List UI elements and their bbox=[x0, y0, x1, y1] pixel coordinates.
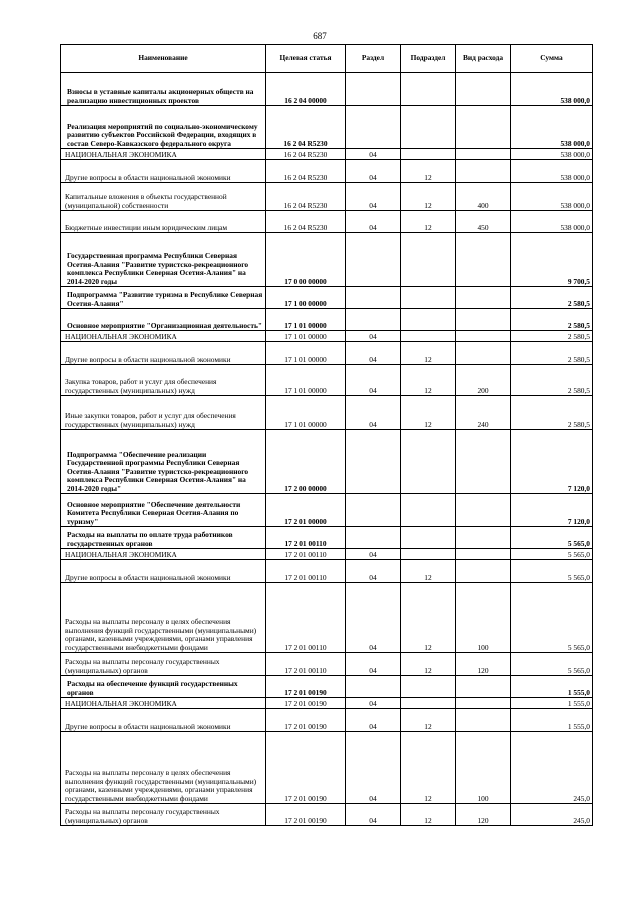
header-subsection: Подраздел bbox=[401, 45, 456, 73]
cell-name: Подпрограмма "Обеспечение реализации Государственной программы Республики Северная Осетия-Алания "Развитие туристско-рекреационного комплекса Республики Северная Осетия-Алания" на 2014-2020 годы" bbox=[61, 430, 266, 494]
table-row bbox=[61, 583, 593, 653]
cell-section: 04 bbox=[346, 342, 401, 365]
cell-section: 04 bbox=[346, 331, 401, 342]
table-row bbox=[61, 342, 593, 365]
cell-target: 17 2 01 00190 bbox=[266, 698, 346, 709]
cell-subsection: 12 bbox=[401, 583, 456, 653]
cell-target: 17 2 01 00190 bbox=[266, 709, 346, 732]
cell-name: Другие вопросы в области национальной экономики bbox=[61, 560, 266, 583]
cell-name: Расходы на выплаты персоналу в целях обеспечения выполнения функций государственными (муниципальными) органами, казенными учреждениями, органами управления государственными внебюджетными фондами bbox=[61, 732, 266, 804]
cell-sum: 2 580,5 bbox=[511, 365, 593, 396]
header-expense-type: Вид расхода bbox=[456, 45, 511, 73]
cell-name: Закупка товаров, работ и услуг для обеспечения государственных (муниципальных) нужд bbox=[61, 365, 266, 396]
cell-expense-type bbox=[456, 106, 511, 149]
table-row bbox=[61, 211, 593, 233]
table-row bbox=[61, 494, 593, 527]
cell-section bbox=[346, 233, 401, 287]
table-row bbox=[61, 698, 593, 709]
cell-section: 04 bbox=[346, 149, 401, 160]
cell-section: 04 bbox=[346, 698, 401, 709]
cell-expense-type: 120 bbox=[456, 653, 511, 676]
cell-name: Другие вопросы в области национальной экономики bbox=[61, 342, 266, 365]
cell-name: НАЦИОНАЛЬНАЯ ЭКОНОМИКА bbox=[61, 331, 266, 342]
cell-name: Иные закупки товаров, работ и услуг для обеспечения государственных (муниципальных) нужд bbox=[61, 396, 266, 430]
table-row bbox=[61, 309, 593, 331]
table-row bbox=[61, 287, 593, 309]
cell-subsection: 12 bbox=[401, 396, 456, 430]
cell-subsection: 12 bbox=[401, 732, 456, 804]
cell-target: 16 2 04 R5230 bbox=[266, 106, 346, 149]
cell-expense-type: 200 bbox=[456, 365, 511, 396]
cell-expense-type bbox=[456, 342, 511, 365]
cell-section: 04 bbox=[346, 653, 401, 676]
cell-expense-type bbox=[456, 331, 511, 342]
cell-target: 17 1 01 00000 bbox=[266, 331, 346, 342]
cell-subsection: 12 bbox=[401, 160, 456, 183]
cell-expense-type bbox=[456, 527, 511, 549]
cell-expense-type bbox=[456, 698, 511, 709]
cell-target: 16 2 04 R5230 bbox=[266, 211, 346, 233]
cell-target: 17 1 00 00000 bbox=[266, 287, 346, 309]
cell-section: 04 bbox=[346, 365, 401, 396]
cell-name: Государственная программа Республики Северная Осетия-Алания "Развитие туристско-рекреационного комплекса Республики Северная Осетия-Алания" на 2014-2020 годы bbox=[61, 233, 266, 287]
cell-section bbox=[346, 309, 401, 331]
cell-name: Расходы на выплаты по оплате труда работников государственных органов bbox=[61, 527, 266, 549]
cell-name: НАЦИОНАЛЬНАЯ ЭКОНОМИКА bbox=[61, 149, 266, 160]
cell-target: 17 0 00 00000 bbox=[266, 233, 346, 287]
cell-subsection bbox=[401, 73, 456, 106]
cell-section bbox=[346, 676, 401, 698]
cell-target: 17 2 01 00110 bbox=[266, 527, 346, 549]
cell-sum: 538 000,0 bbox=[511, 183, 593, 211]
table-row bbox=[61, 106, 593, 149]
cell-subsection bbox=[401, 287, 456, 309]
cell-subsection bbox=[401, 149, 456, 160]
cell-name: Другие вопросы в области национальной экономики bbox=[61, 709, 266, 732]
page-number: 687 bbox=[313, 31, 327, 41]
cell-target: 17 2 00 00000 bbox=[266, 430, 346, 494]
cell-subsection bbox=[401, 676, 456, 698]
cell-expense-type bbox=[456, 709, 511, 732]
cell-subsection: 12 bbox=[401, 560, 456, 583]
cell-section: 04 bbox=[346, 211, 401, 233]
cell-target: 17 2 01 00110 bbox=[266, 653, 346, 676]
cell-sum: 538 000,0 bbox=[511, 160, 593, 183]
cell-target: 17 2 01 00190 bbox=[266, 804, 346, 826]
cell-name: Реализация мероприятий по социально-экономическому развитию субъектов Российской Федерации, входящих в состав Северо-Кавказского федерального округа bbox=[61, 106, 266, 149]
cell-sum: 538 000,0 bbox=[511, 211, 593, 233]
table-row bbox=[61, 233, 593, 287]
cell-sum: 2 580,5 bbox=[511, 396, 593, 430]
cell-section bbox=[346, 527, 401, 549]
cell-section bbox=[346, 106, 401, 149]
cell-subsection bbox=[401, 309, 456, 331]
table-row bbox=[61, 149, 593, 160]
cell-sum: 245,0 bbox=[511, 804, 593, 826]
cell-sum: 5 565,0 bbox=[511, 653, 593, 676]
table-row bbox=[61, 804, 593, 826]
cell-section: 04 bbox=[346, 549, 401, 560]
cell-target: 16 2 04 R5230 bbox=[266, 183, 346, 211]
table-row bbox=[61, 73, 593, 106]
cell-target: 17 2 01 00190 bbox=[266, 732, 346, 804]
cell-subsection bbox=[401, 527, 456, 549]
cell-expense-type: 100 bbox=[456, 583, 511, 653]
cell-target: 17 2 01 00190 bbox=[266, 676, 346, 698]
cell-expense-type bbox=[456, 160, 511, 183]
cell-name: Расходы на обеспечение функций государственных органов bbox=[61, 676, 266, 698]
cell-target: 17 2 01 00110 bbox=[266, 549, 346, 560]
cell-expense-type bbox=[456, 430, 511, 494]
table-row bbox=[61, 430, 593, 494]
cell-sum: 2 580,5 bbox=[511, 309, 593, 331]
cell-expense-type bbox=[456, 149, 511, 160]
cell-subsection bbox=[401, 233, 456, 287]
table-row bbox=[61, 560, 593, 583]
table-row bbox=[61, 160, 593, 183]
cell-subsection bbox=[401, 331, 456, 342]
table-row bbox=[61, 365, 593, 396]
cell-target: 16 2 04 R5230 bbox=[266, 149, 346, 160]
table-body bbox=[61, 73, 593, 826]
cell-target: 17 1 01 00000 bbox=[266, 342, 346, 365]
cell-name: НАЦИОНАЛЬНАЯ ЭКОНОМИКА bbox=[61, 698, 266, 709]
cell-subsection: 12 bbox=[401, 709, 456, 732]
table-row bbox=[61, 396, 593, 430]
cell-name: Расходы на выплаты персоналу государственных (муниципальных) органов bbox=[61, 804, 266, 826]
cell-sum: 7 120,0 bbox=[511, 494, 593, 527]
cell-subsection bbox=[401, 494, 456, 527]
table-header-row bbox=[61, 45, 593, 73]
cell-expense-type: 400 bbox=[456, 183, 511, 211]
cell-expense-type bbox=[456, 560, 511, 583]
cell-sum: 5 565,0 bbox=[511, 527, 593, 549]
cell-subsection: 12 bbox=[401, 653, 456, 676]
cell-sum: 5 565,0 bbox=[511, 583, 593, 653]
cell-sum: 538 000,0 bbox=[511, 106, 593, 149]
header-sum: Сумма bbox=[511, 45, 593, 73]
cell-subsection: 12 bbox=[401, 211, 456, 233]
cell-expense-type bbox=[456, 73, 511, 106]
cell-name: Расходы на выплаты персоналу в целях обеспечения выполнения функций государственными (муниципальными) органами, казенными учреждениями, органами управления государственными внебюджетными фондами bbox=[61, 583, 266, 653]
cell-section: 04 bbox=[346, 709, 401, 732]
cell-name: Подпрограмма "Развитие туризма в Республике Северная Осетия-Алания" bbox=[61, 287, 266, 309]
cell-sum: 538 000,0 bbox=[511, 73, 593, 106]
cell-sum: 538 000,0 bbox=[511, 149, 593, 160]
cell-name: Другие вопросы в области национальной экономики bbox=[61, 160, 266, 183]
table-row bbox=[61, 183, 593, 211]
cell-expense-type bbox=[456, 287, 511, 309]
table-row bbox=[61, 331, 593, 342]
cell-expense-type bbox=[456, 676, 511, 698]
cell-section: 04 bbox=[346, 583, 401, 653]
cell-sum: 5 565,0 bbox=[511, 560, 593, 583]
cell-name: Взносы в уставные капиталы акционерных обществ на реализацию инвестиционных проектов bbox=[61, 73, 266, 106]
cell-expense-type: 120 bbox=[456, 804, 511, 826]
cell-section: 04 bbox=[346, 160, 401, 183]
cell-name: Бюджетные инвестиции иным юридическим лицам bbox=[61, 211, 266, 233]
cell-subsection bbox=[401, 106, 456, 149]
cell-section bbox=[346, 287, 401, 309]
cell-section: 04 bbox=[346, 804, 401, 826]
cell-sum: 5 565,0 bbox=[511, 549, 593, 560]
cell-section bbox=[346, 73, 401, 106]
cell-sum: 2 580,5 bbox=[511, 342, 593, 365]
cell-expense-type: 100 bbox=[456, 732, 511, 804]
cell-sum: 2 580,5 bbox=[511, 287, 593, 309]
table-row bbox=[61, 709, 593, 732]
cell-name: Основное мероприятие "Обеспечение деятельности Комитета Республики Северная Осетия-Алания по туризму" bbox=[61, 494, 266, 527]
cell-target: 17 2 01 00000 bbox=[266, 494, 346, 527]
cell-name: Капитальные вложения в объекты государственной (муниципальной) собственности bbox=[61, 183, 266, 211]
budget-table bbox=[60, 44, 593, 826]
cell-target: 17 2 01 00110 bbox=[266, 583, 346, 653]
cell-subsection bbox=[401, 549, 456, 560]
cell-subsection bbox=[401, 698, 456, 709]
cell-subsection: 12 bbox=[401, 365, 456, 396]
cell-section: 04 bbox=[346, 732, 401, 804]
table-row bbox=[61, 653, 593, 676]
cell-expense-type: 240 bbox=[456, 396, 511, 430]
header-name: Наименование bbox=[61, 45, 266, 73]
header-section: Раздел bbox=[346, 45, 401, 73]
cell-section: 04 bbox=[346, 183, 401, 211]
cell-section: 04 bbox=[346, 560, 401, 583]
cell-name: Расходы на выплаты персоналу государственных (муниципальных) органов bbox=[61, 653, 266, 676]
cell-expense-type bbox=[456, 233, 511, 287]
cell-sum: 1 555,0 bbox=[511, 709, 593, 732]
table-row bbox=[61, 527, 593, 549]
cell-section: 04 bbox=[346, 396, 401, 430]
cell-subsection: 12 bbox=[401, 183, 456, 211]
cell-sum: 1 555,0 bbox=[511, 676, 593, 698]
cell-expense-type: 450 bbox=[456, 211, 511, 233]
cell-name: Основное мероприятие "Организационная деятельность" bbox=[61, 309, 266, 331]
cell-sum: 7 120,0 bbox=[511, 430, 593, 494]
header-target: Целевая статья bbox=[266, 45, 346, 73]
cell-sum: 9 700,5 bbox=[511, 233, 593, 287]
table-row bbox=[61, 549, 593, 560]
cell-section bbox=[346, 494, 401, 527]
cell-name: НАЦИОНАЛЬНАЯ ЭКОНОМИКА bbox=[61, 549, 266, 560]
cell-sum: 1 555,0 bbox=[511, 698, 593, 709]
cell-target: 17 2 01 00110 bbox=[266, 560, 346, 583]
table-row bbox=[61, 732, 593, 804]
cell-sum: 245,0 bbox=[511, 732, 593, 804]
cell-target: 17 1 01 00000 bbox=[266, 365, 346, 396]
cell-target: 17 1 01 00000 bbox=[266, 309, 346, 331]
cell-expense-type bbox=[456, 494, 511, 527]
cell-expense-type bbox=[456, 549, 511, 560]
cell-target: 17 1 01 00000 bbox=[266, 396, 346, 430]
cell-target: 16 2 04 00000 bbox=[266, 73, 346, 106]
table-row bbox=[61, 676, 593, 698]
cell-subsection: 12 bbox=[401, 342, 456, 365]
cell-sum: 2 580,5 bbox=[511, 331, 593, 342]
cell-target: 16 2 04 R5230 bbox=[266, 160, 346, 183]
cell-subsection bbox=[401, 430, 456, 494]
cell-expense-type bbox=[456, 309, 511, 331]
cell-section bbox=[346, 430, 401, 494]
cell-subsection: 12 bbox=[401, 804, 456, 826]
